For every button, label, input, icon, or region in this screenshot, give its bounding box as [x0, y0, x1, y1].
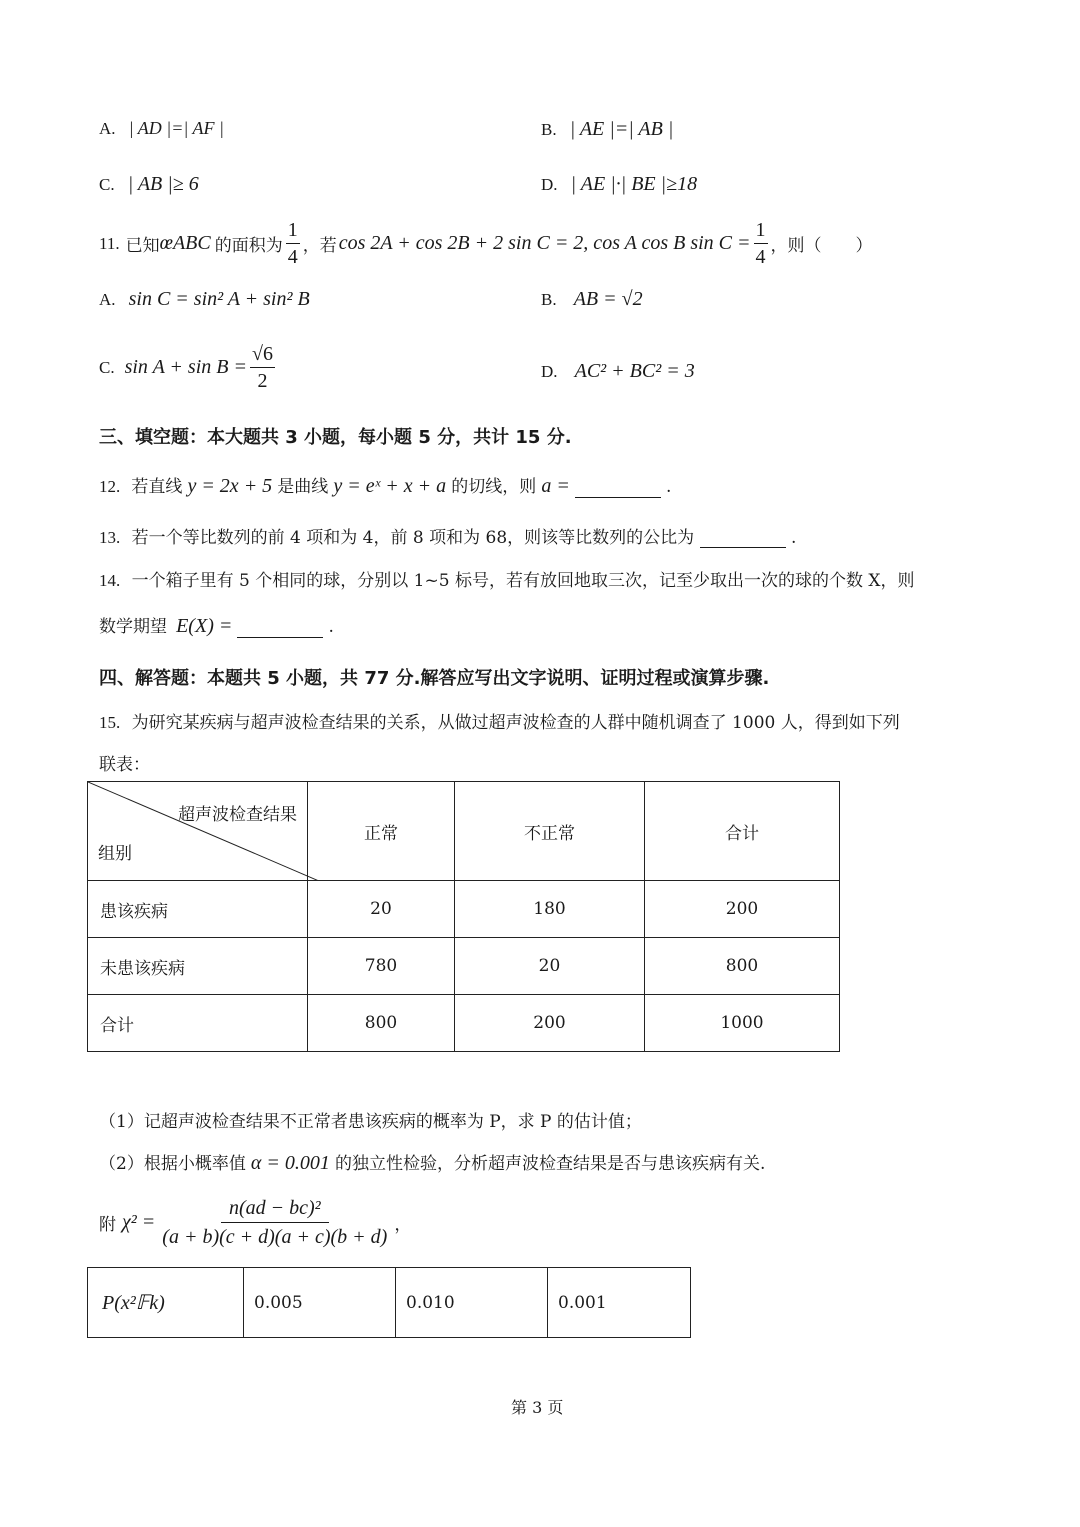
q11-text: 的面积为: [214, 236, 283, 256]
probability-table: [87, 1267, 691, 1338]
q14-text: 数学期望: [99, 617, 167, 637]
corner-top-label: 超声波检查结果: [178, 805, 297, 825]
part2-text: 的独立性检验，分析超声波检查结果是否与患该疾病有关.: [335, 1154, 766, 1174]
q11-text: ，若: [302, 236, 337, 256]
q15-part2: [99, 1149, 765, 1175]
table-cell: 180: [455, 881, 645, 938]
q10-option-c: [99, 173, 199, 196]
option-expr: | AE |=| AB |: [569, 118, 674, 140]
table-cell: 0.010: [396, 1268, 548, 1338]
fraction-denominator: 4: [755, 246, 766, 268]
table-corner-cell: [88, 782, 308, 881]
formula-prefix: 附: [99, 1215, 116, 1235]
table-cell: 0.005: [244, 1268, 396, 1338]
q12-text: 是曲线: [277, 477, 329, 497]
option-label: B.: [541, 290, 557, 309]
q10-option-d: [541, 173, 697, 196]
fraction-numerator: 1: [286, 218, 300, 244]
option-label: A.: [99, 119, 116, 138]
q13: [99, 523, 796, 548]
question-number: 12.: [99, 477, 121, 496]
table-cell: 20: [308, 881, 455, 938]
row-label: 合计: [88, 995, 308, 1052]
section-3-heading: 三、填空题：本大题共 3 小题，每小题 5 分，共计 15 分.: [99, 427, 572, 448]
option-expr: sin C = sin² A + sin² B: [128, 288, 310, 310]
table-row: [88, 881, 840, 938]
prob-label-cell: P(x²𝔽k): [88, 1268, 244, 1338]
table-cell: 800: [645, 938, 840, 995]
q11-option-d: [541, 360, 695, 383]
fraction-numerator: n(ad − bc)²: [221, 1196, 329, 1223]
question-number: 14.: [99, 571, 121, 590]
fraction-denominator: 4: [287, 246, 298, 268]
question-number: 13.: [99, 528, 121, 547]
option-fraction: [250, 342, 275, 393]
contingency-table: [87, 781, 840, 1052]
q11-cond-fraction: [754, 218, 768, 269]
q11-option-c: [99, 342, 278, 393]
table-row: [88, 995, 840, 1052]
formula-end: ，: [394, 1215, 412, 1235]
q13-end: .: [790, 528, 797, 548]
option-label: D.: [541, 175, 558, 194]
fraction-denominator: 2: [257, 370, 268, 392]
formula-lhs: χ² =: [122, 1211, 156, 1233]
q11-stem: [99, 218, 873, 269]
chi-square-formula: [99, 1196, 411, 1249]
table-cell: 1000: [645, 995, 840, 1052]
q14-line1: [99, 566, 914, 591]
formula-fraction: [158, 1196, 391, 1249]
option-expr: | AD |=| AF |: [128, 118, 224, 138]
option-expr: | AE |·| BE |≥18: [570, 173, 698, 195]
answer-blank: [700, 529, 786, 548]
q11-option-a: [99, 288, 310, 311]
option-label: B.: [541, 120, 557, 139]
option-label: C.: [99, 175, 115, 194]
table-header: 正常: [308, 782, 455, 881]
option-label: A.: [99, 290, 116, 309]
section-4-heading: 四、解答题：本题共 5 小题，共 77 分.解答应写出文字说明、证明过程或演算步骤.: [99, 668, 770, 689]
table-cell: 20: [455, 938, 645, 995]
q12-text: 若直线: [131, 477, 183, 497]
part2-text: （2）根据小概率值: [99, 1154, 246, 1174]
q14-text: 一个箱子里有 5 个相同的球，分别以 1~5 标号，若有放回地取三次，记至少取出一次的球的个数 X，则: [131, 571, 915, 591]
q14-ask: E(X) =: [176, 615, 233, 637]
q13-text: 若一个等比数列的前 4 项和为 4，前 8 项和为 68，则该等比数列的公比为: [131, 528, 695, 548]
question-number: 11.: [99, 233, 120, 253]
option-expr: AC² + BC² = 3: [574, 360, 695, 382]
q11-option-b: [541, 288, 643, 311]
diagonal-line: [88, 782, 319, 881]
q15-line1: [99, 708, 900, 733]
q10-option-a: [99, 118, 224, 139]
q15-part1: （1）记超声波检查结果不正常者患该疾病的概率为 P，求 P 的估计值；: [99, 1112, 642, 1132]
row-label: 患该疾病: [88, 881, 308, 938]
table-cell: 200: [455, 995, 645, 1052]
q11-text: 已知: [125, 236, 160, 256]
q12-ask: a =: [541, 475, 570, 497]
page-footer: 第 3 页: [511, 1398, 564, 1417]
q11-text: ，则（ ）: [770, 236, 873, 256]
q15-text: 为研究某疾病与超声波检查结果的关系，从做过超声波检查的人群中随机调查了 1000 人，得到如下列: [131, 713, 900, 733]
q11-area-fraction: [286, 218, 300, 269]
table-row: [88, 938, 840, 995]
option-label: C.: [99, 357, 115, 377]
corner-bottom-label: 组别: [98, 844, 132, 864]
option-expr: | AB |≥ 6: [127, 173, 199, 195]
option-expr: sin A + sin B =: [124, 356, 247, 378]
q12-text: 的切线，则: [451, 477, 537, 497]
table-cell: 0.001: [548, 1268, 691, 1338]
fraction-numerator: √6: [250, 342, 275, 368]
option-label: D.: [541, 362, 558, 381]
table-header: 不正常: [455, 782, 645, 881]
fraction-numerator: 1: [754, 218, 768, 244]
answer-blank: [575, 479, 661, 498]
option-expr: AB = √2: [573, 288, 643, 310]
q12-end: .: [666, 477, 672, 497]
q15-line2: 联表：: [99, 755, 150, 775]
q12: [99, 472, 671, 498]
q14-end: .: [328, 617, 334, 637]
table-cell: 780: [308, 938, 455, 995]
table-header: 合计: [645, 782, 840, 881]
row-label: 未患该疾病: [88, 938, 308, 995]
question-number: 15.: [99, 713, 121, 732]
q12-curve: y = eˣ + x + a: [333, 475, 447, 497]
table-cell: 200: [645, 881, 840, 938]
answer-blank: [237, 619, 323, 638]
table-cell: 800: [308, 995, 455, 1052]
part2-alpha: α = 0.001: [250, 1152, 330, 1174]
q10-option-b: [541, 118, 673, 141]
q14-line2: [99, 612, 334, 638]
q12-line: y = 2x + 5: [187, 475, 273, 497]
q11-condition: cos 2A + cos 2B + 2 sin C = 2, cos A cos B sin C =: [338, 232, 751, 254]
fraction-denominator: (a + b)(c + d)(a + c)(b + d): [162, 1226, 388, 1248]
q11-triangle: œABC: [159, 232, 211, 254]
